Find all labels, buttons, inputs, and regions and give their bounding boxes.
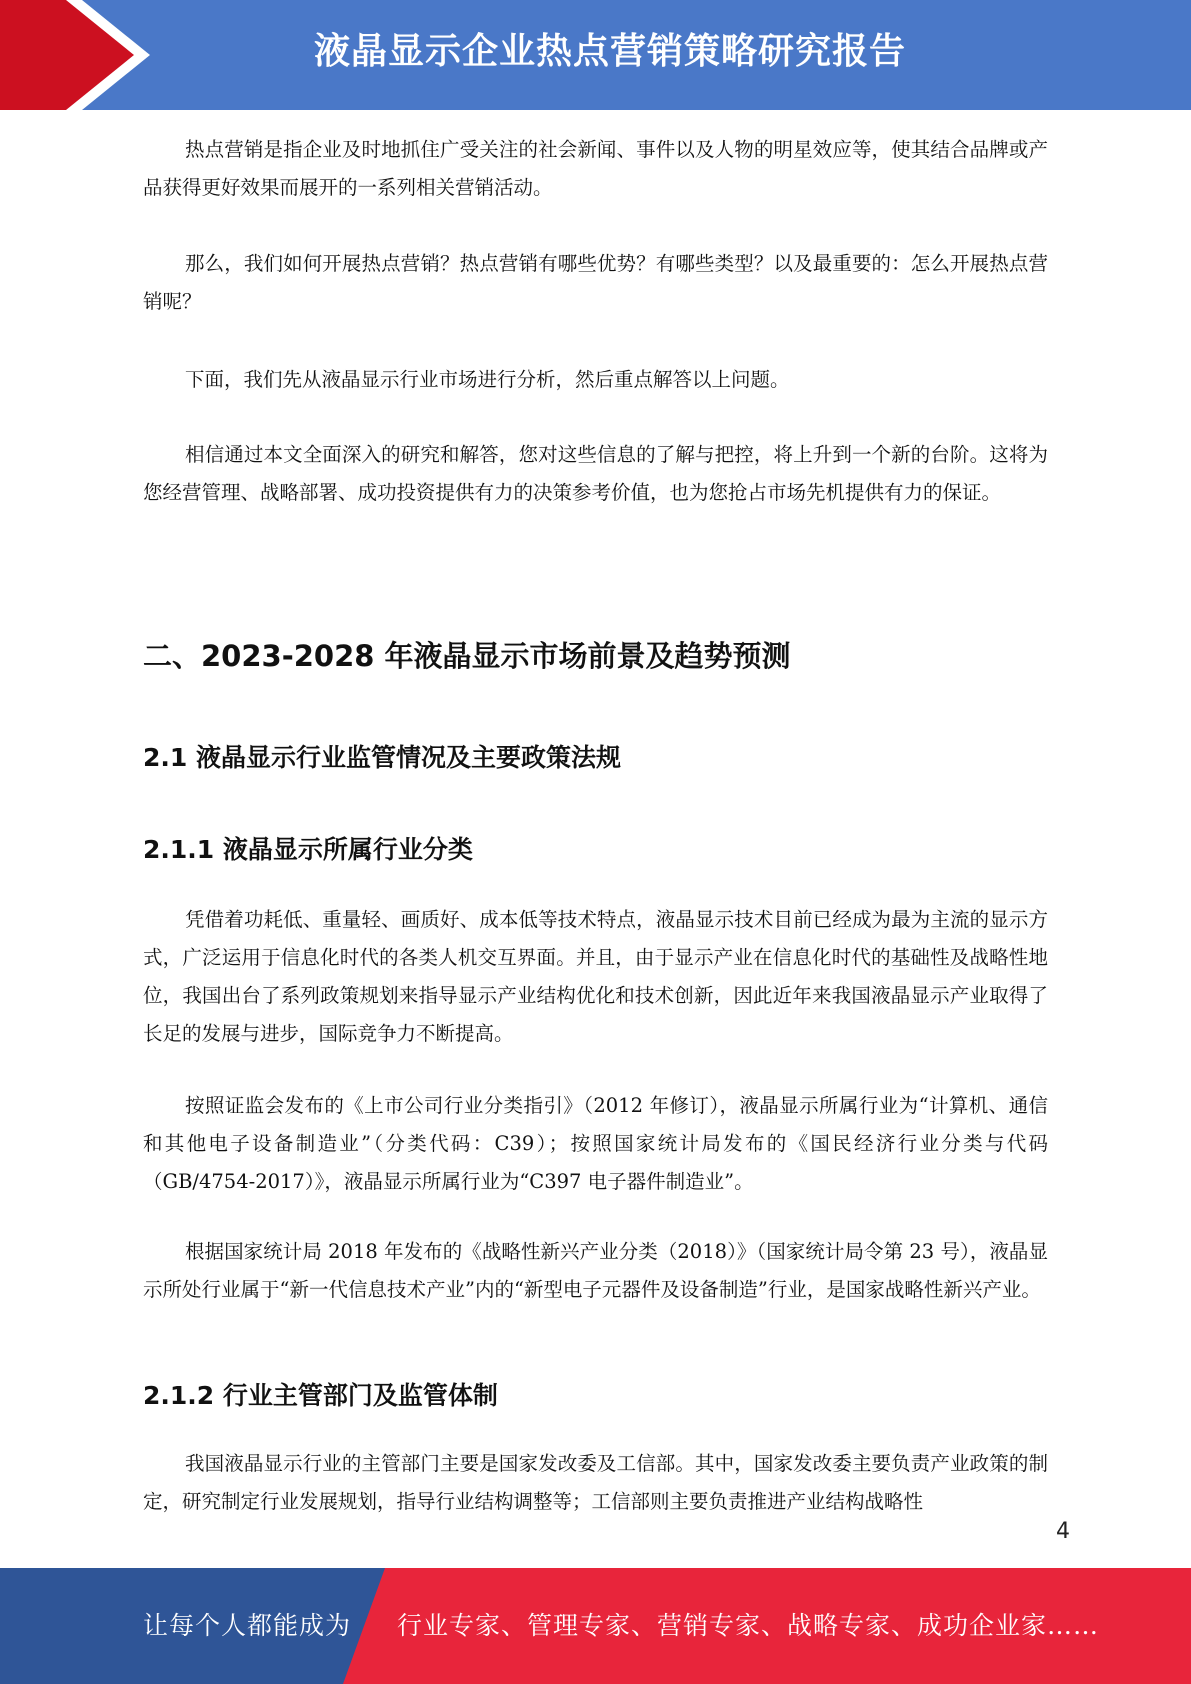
header-arrow-decoration (0, 0, 160, 110)
section-2-1-1-paragraph-1: 凭借着功耗低、重量轻、画质好、成本低等技术特点，液晶显示技术目前已经成为最为主流的显示方式，广泛运用于信息化时代的各类人机交互界面。并且，由于显示产业在信息化时代的基础性及战略性地位，我国出台了系列政策规划来指导显示产业结构优化和技术创新，因此近年来我国液晶显示产业取得了长足的发展与进步，国际竞争力不断提高。 (143, 908, 1048, 1045)
section-2-1-1-paragraph-3: 根据国家统计局 2018 年发布的《战略性新兴产业分类（2018）》（国家统计局令第 23 号），液晶显示所处行业属于“新一代信息技术产业”内的“新型电子元器件及设备制造”行业，是国家战略性新兴产业。 (143, 1240, 1048, 1301)
section-2-1-1-heading: 2.1.1 液晶显示所属行业分类 (143, 835, 473, 864)
footer-slogan-left: 让每个人都能成为 (143, 1611, 352, 1640)
intro-paragraph-2: 那么，我们如何开展热点营销？热点营销有哪些优势？有哪些类型？以及最重要的：怎么开展热点营销呢？ (143, 252, 1048, 313)
page-number: 4 (1056, 1519, 1070, 1544)
page-header (0, 0, 1191, 110)
intro-paragraph-3: 下面，我们先从液晶显示行业市场进行分析，然后重点解答以上问题。 (185, 368, 790, 391)
section-2-1-1-paragraph-2: 按照证监会发布的《上市公司行业分类指引》（2012 年修订），液晶显示所属行业为“计算机、通信和其他电子设备制造业”（分类代码：C39）；按照国家统计局发布的《国民经济行业分类与代码（GB/4754-2017）》，液晶显示所属行业为“C397 电子器件制造业”。 (143, 1094, 1048, 1193)
section-2-heading: 二、2023-2028 年液晶显示市场前景及趋势预测 (143, 639, 791, 673)
section-2-1-heading: 2.1 液晶显示行业监管情况及主要政策法规 (143, 743, 621, 772)
footer-slogan-right: 行业专家、管理专家、营销专家、战略专家、成功企业家…… (397, 1611, 1100, 1640)
intro-paragraph-1: 热点营销是指企业及时地抓住广受关注的社会新闻、事件以及人物的明星效应等，使其结合品牌或产品获得更好效果而展开的一系列相关营销活动。 (143, 138, 1048, 199)
report-title: 液晶显示企业热点营销策略研究报告 (313, 31, 906, 72)
section-2-1-2-heading: 2.1.2 行业主管部门及监管体制 (143, 1381, 498, 1410)
section-2-1-2-paragraph-1: 我国液晶显示行业的主管部门主要是国家发改委及工信部。其中，国家发改委主要负责产业政策的制定，研究制定行业发展规划，指导行业结构调整等；工信部则主要负责推进产业结构战略性 (143, 1452, 1048, 1513)
intro-paragraph-4: 相信通过本文全面深入的研究和解答，您对这些信息的了解与把控，将上升到一个新的台阶。这将为您经营管理、战略部署、成功投资提供有力的决策参考价值，也为您抢占市场先机提供有力的保证。 (143, 443, 1048, 504)
page-footer (0, 1568, 1191, 1684)
